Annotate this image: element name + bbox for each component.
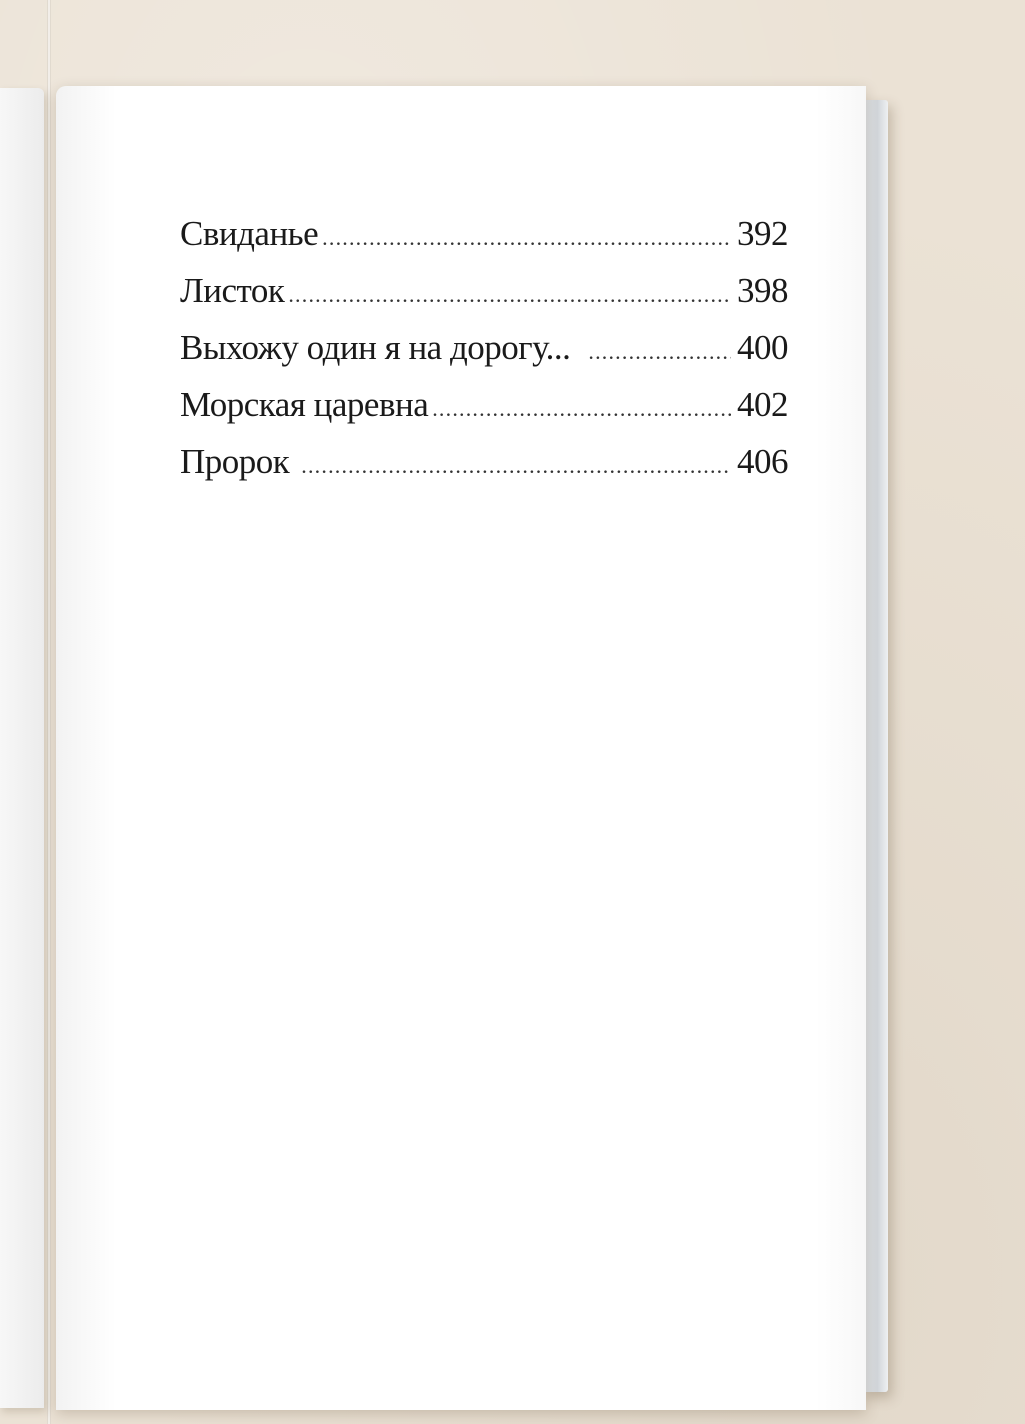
- toc-entry-title: Морская царевна: [180, 385, 429, 424]
- dot-leader: [432, 396, 731, 422]
- toc-entry-page: 398: [737, 271, 788, 310]
- toc-entry[interactable]: [180, 214, 788, 271]
- toc-entry-title: Пророк: [180, 442, 290, 481]
- toc-entry-page: 406: [737, 442, 788, 481]
- table-of-contents: [180, 214, 788, 499]
- dot-leader: [301, 453, 731, 479]
- toc-entry-title: Листок: [180, 271, 285, 310]
- toc-entry-title: Свиданье: [180, 214, 319, 253]
- dot-leader: [288, 282, 731, 308]
- toc-entry-title: Выхожу один я на дорогу...: [180, 328, 571, 367]
- toc-entry-page: 392: [737, 214, 788, 253]
- toc-entry[interactable]: [180, 328, 788, 385]
- left-page: [0, 88, 44, 1408]
- toc-entry[interactable]: [180, 442, 788, 499]
- toc-entry[interactable]: [180, 385, 788, 442]
- toc-entry-page: 400: [737, 328, 788, 367]
- toc-entry-page: 402: [737, 385, 788, 424]
- toc-entry[interactable]: [180, 271, 788, 328]
- dot-leader: [588, 339, 731, 365]
- book-fold: [47, 0, 51, 1424]
- dot-leader: [322, 225, 731, 251]
